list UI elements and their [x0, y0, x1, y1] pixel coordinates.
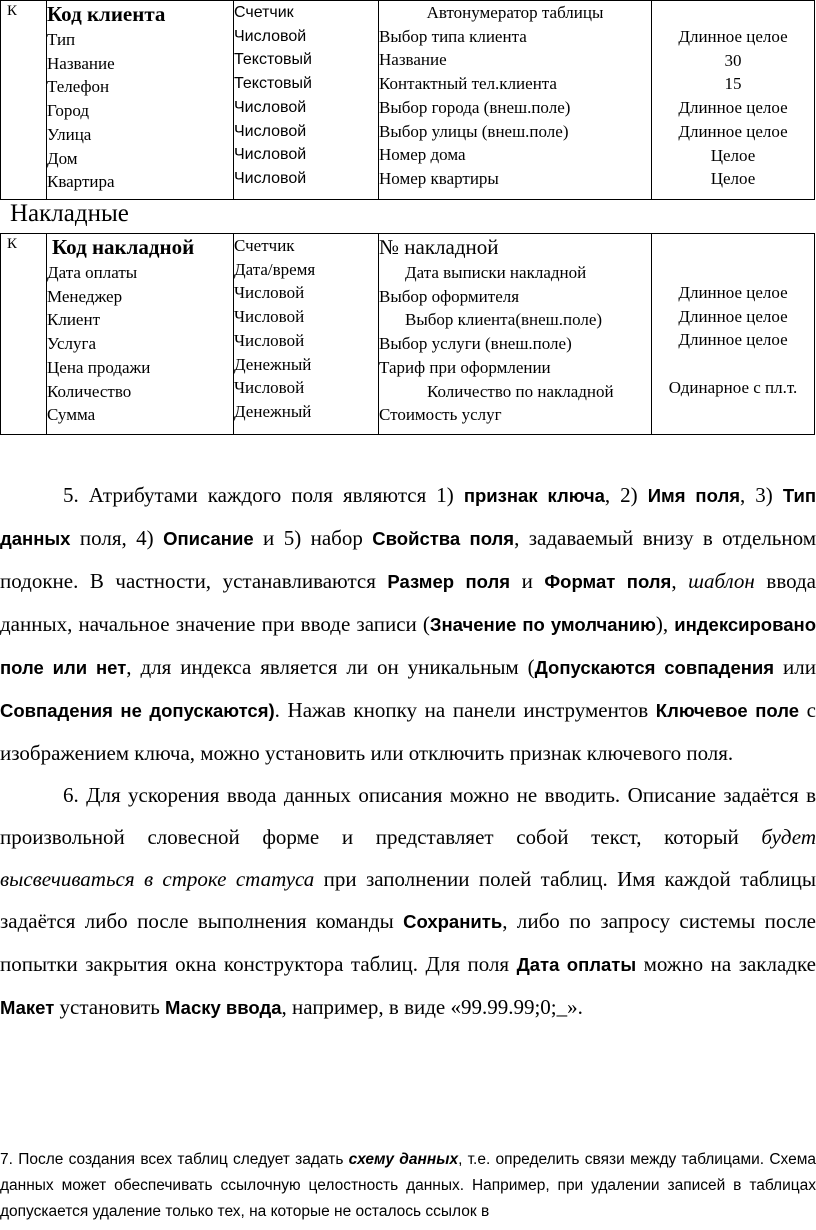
field-property: Длинное целое	[678, 121, 788, 141]
field-name: Услуга	[47, 334, 97, 354]
body-text	[0, 474, 816, 1029]
field-property: Длинное целое	[678, 98, 788, 118]
data-type: Числовой	[234, 27, 307, 45]
description: Тариф при оформлении	[379, 357, 551, 377]
field-property: Длинное целое	[678, 27, 788, 46]
paragraph-6: 6. Для ускорения ввода данных описания можно не вводить. Описание задаётся в произвольной словесной форме и представляет собой текст, который будет высвечиваться в строке статуса при заполнении полей таблиц. Имя каждой таблицы задаётся либо после выполнения команды Сохранить, либо по запросу системы после попытки закрытия окна конструктора таблиц. Для поля Дата оплаты можно на закладке Макет установить Маску ввода, например, в виде «99.99.99;0;_».	[0, 783, 816, 1019]
field-name: Телефон	[47, 77, 110, 97]
field-name: Дата оплаты	[47, 263, 138, 282]
field-name: Город	[47, 101, 89, 121]
properties-column	[652, 234, 815, 435]
description: Выбор услуги (внеш.поле)	[379, 334, 572, 354]
data-type: Числовой	[234, 169, 307, 187]
data-type: Денежный	[234, 401, 312, 421]
description: Автонумератор таблицы	[426, 3, 604, 22]
description: Номер квартиры	[379, 168, 499, 188]
description: № накладной	[379, 235, 499, 259]
field-property: Целое	[710, 145, 756, 165]
description: Стоимость услуг	[379, 405, 502, 425]
field-property: Целое	[710, 169, 756, 189]
field-property: 15	[724, 74, 742, 94]
description: Выбор типа клиента	[379, 26, 527, 46]
data-type: Денежный	[234, 354, 312, 374]
field-name: Дом	[47, 148, 78, 168]
data-type: Числовой	[234, 122, 307, 140]
description: Выбор оформителя	[379, 286, 520, 306]
descriptions-column	[379, 1, 652, 200]
field-property: Длинное целое	[678, 283, 788, 302]
data-types-column	[234, 1, 379, 200]
field-name: Цена продажи	[47, 357, 151, 377]
key-field-name: Код клиента	[47, 2, 166, 26]
field-property: 30	[724, 50, 742, 70]
field-name: Менеджер	[47, 286, 123, 306]
paragraph-7: 7. После создания всех таблиц следует задать схему данных, т.е. определить связи между таблицами. Схема данных может обеспечивать ссылочную целостность данных. Например, при удалении записей в таблицах допускается удаление только тех, на которые не осталось ссылок в	[0, 1151, 816, 1220]
data-type: Счетчик	[234, 236, 295, 255]
key-field-name: Код накладной	[52, 235, 195, 259]
data-type: Числовой	[234, 146, 307, 164]
data-type: Текстовый	[234, 51, 312, 69]
data-type: Числовой	[234, 283, 305, 303]
field-name: Квартира	[47, 172, 115, 192]
invoices-table	[0, 233, 815, 435]
description: Название	[379, 50, 447, 70]
key-marker: К	[1, 234, 47, 435]
data-type: Числовой	[234, 307, 305, 327]
data-type: Счетчик	[234, 4, 294, 21]
field-name: Клиент	[47, 310, 100, 330]
description: Выбор улицы (внеш.поле)	[379, 121, 569, 141]
field-name: Улица	[47, 124, 92, 144]
properties-column	[652, 1, 815, 200]
description: Дата выписки накладной	[405, 263, 587, 282]
description: Выбор города (внеш.поле)	[379, 97, 571, 117]
paragraph-5: 5. Атрибутами каждого поля являются 1) признак ключа, 2) Имя поля, 3) Тип данных поля, 4) Описание и 5) набор Свойства поля, задаваемый внизу в отдельном подокне. В частности, устанавливаются Размер поля и Формат поля, шаблон ввода данных, начальное значение при вводе записи (Значение по умолчанию), индексировано поле или нет, для индекса является ли он уникальным (Допускаются совпадения или Совпадения не допускаются). Нажав кнопку на панели инструментов Ключевое поле с изображением ключа, можно установить или отключить признак ключевого поля.	[0, 483, 816, 765]
data-type: Текстовый	[234, 75, 312, 93]
field-name: Название	[47, 53, 115, 73]
field-name: Тип	[47, 30, 76, 49]
field-property: Одинарное с пл.т.	[668, 378, 798, 398]
description: Контактный тел.клиента	[379, 74, 557, 94]
descriptions-column	[379, 234, 652, 435]
field-name: Количество	[47, 381, 132, 401]
data-type: Числовой	[234, 378, 305, 398]
field-names-column	[47, 1, 234, 200]
data-type: Числовой	[234, 330, 305, 350]
field-names-column	[47, 234, 234, 435]
field-property: Длинное целое	[678, 306, 788, 326]
data-type: Дата/время	[234, 259, 316, 279]
data-type: Числовой	[234, 98, 307, 116]
field-name: Сумма	[47, 405, 96, 425]
clients-table	[0, 0, 815, 200]
section-title: Накладные	[10, 200, 129, 227]
key-marker: К	[1, 1, 47, 200]
description: Номер дома	[379, 145, 466, 165]
field-property: Длинное целое	[678, 330, 788, 350]
data-types-column	[234, 234, 379, 435]
description: Количество по накладной	[427, 381, 614, 401]
description: Выбор клиента(внеш.поле)	[405, 310, 603, 330]
